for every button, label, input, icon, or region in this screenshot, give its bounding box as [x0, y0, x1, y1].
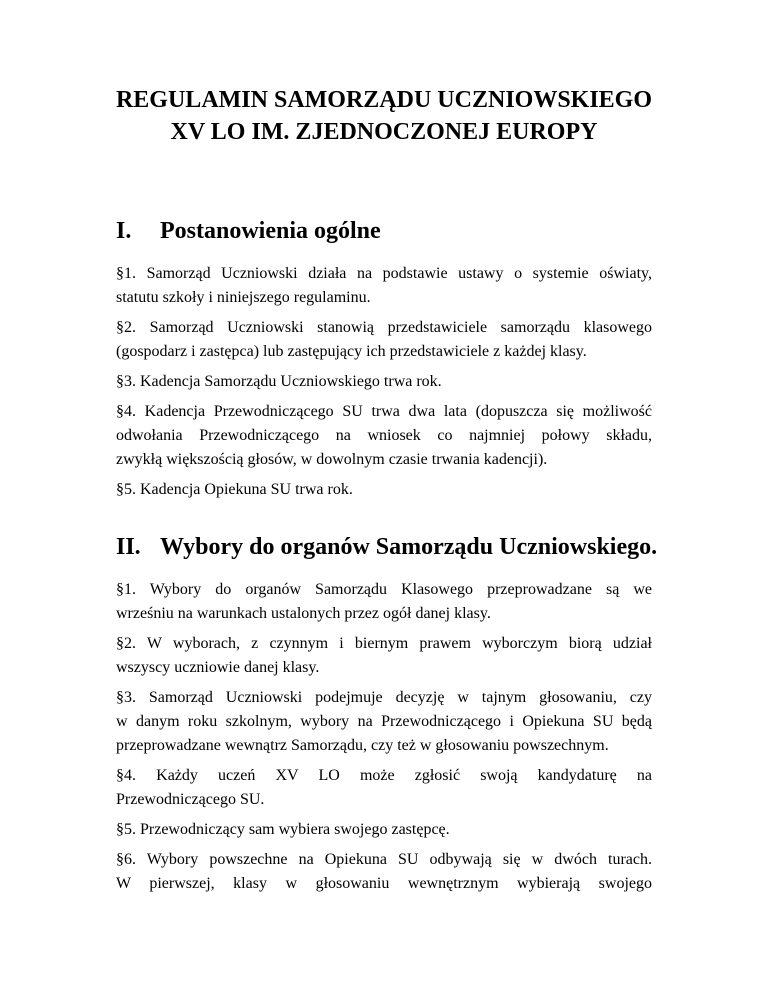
paragraph-line: wrześniu na warunkach ustalonych przez ogół danej klasy. [116, 605, 491, 622]
paragraph-line: w danym roku szkolnym, wybory na Przewodniczącego i Opiekuna SU będą [116, 713, 652, 730]
paragraph-line: §5. Przewodniczący sam wybiera swojego zastępcę. [116, 821, 450, 838]
paragraph-line: statutu szkoły i niniejszego regulaminu. [116, 289, 371, 306]
section-2-paragraph-5 [116, 818, 652, 842]
paragraph-line: §4. Kadencja Przewodniczącego SU trwa dwa lata (dopuszcza się możliwość [116, 403, 652, 420]
title-line-1: REGULAMIN SAMORZĄDU UCZNIOWSKIEGO [115, 87, 653, 113]
document-title [0, 84, 768, 148]
paragraph-line: §3. Kadencja Samorządu Uczniowskiego trwa rok. [116, 373, 442, 390]
section-2-heading [116, 532, 657, 562]
paragraph-line: §6. Wybory powszechne na Opiekuna SU odbywają się w dwóch turach. [116, 851, 652, 868]
paragraph-line: wszyscy uczniowie danej klasy. [116, 659, 320, 676]
section-1-heading [116, 216, 381, 246]
section-2-paragraph-6 [116, 848, 652, 896]
paragraph-line: §1. Wybory do organów Samorządu Klasowego przeprowadzane są we [116, 581, 652, 598]
section-1-number: I. [116, 218, 132, 244]
section-2-paragraph-1 [116, 578, 652, 626]
section-2-paragraph-2 [116, 632, 652, 680]
section-2-title: Wybory do organów Samorządu Uczniowskiego. [160, 534, 658, 560]
section-2-number: II. [116, 534, 141, 560]
paragraph-line: §5. Kadencja Opiekuna SU trwa rok. [116, 481, 353, 498]
paragraph-line: przeprowadzane wewnątrz Samorządu, czy też w głosowaniu powszechnym. [116, 737, 609, 754]
section-1-paragraph-4 [116, 400, 652, 472]
paragraph-line: §4. Każdy uczeń XV LO może zgłosić swoją kandydaturę na [116, 767, 652, 784]
title-line-2: XV LO IM. ZJEDNOCZONEJ EUROPY [170, 119, 598, 145]
paragraph-line: §2. Samorząd Uczniowski stanowią przedstawiciele samorządu klasowego [116, 319, 652, 336]
paragraph-line: zwykłą większością głosów, w dowolnym czasie trwania kadencji). [116, 451, 548, 468]
paragraph-line: §3. Samorząd Uczniowski podejmuje decyzję w tajnym głosowaniu, czy [116, 689, 652, 706]
section-1-title: Postanowienia ogólne [160, 218, 381, 244]
section-2-paragraph-4 [116, 764, 652, 812]
paragraph-line: odwołania Przewodniczącego na wniosek co najmniej połowy składu, [116, 427, 652, 444]
section-2-paragraph-3 [116, 686, 652, 758]
section-1-paragraph-5 [116, 478, 652, 502]
paragraph-line: §1. Samorząd Uczniowski działa na podstawie ustawy o systemie oświaty, [116, 265, 652, 282]
section-1-paragraph-3 [116, 370, 652, 394]
section-1-paragraph-1 [116, 262, 652, 310]
paragraph-line: (gospodarz i zastępca) lub zastępujący ich przedstawiciele z każdej klasy. [116, 343, 587, 360]
paragraph-line: §2. W wyborach, z czynnym i biernym prawem wyborczym biorą udział [116, 635, 652, 652]
paragraph-line: Przewodniczącego SU. [116, 791, 265, 808]
paragraph-line: W pierwszej, klasy w głosowaniu wewnętrznym wybierają swojego [116, 875, 652, 892]
section-1-paragraph-2 [116, 316, 652, 364]
